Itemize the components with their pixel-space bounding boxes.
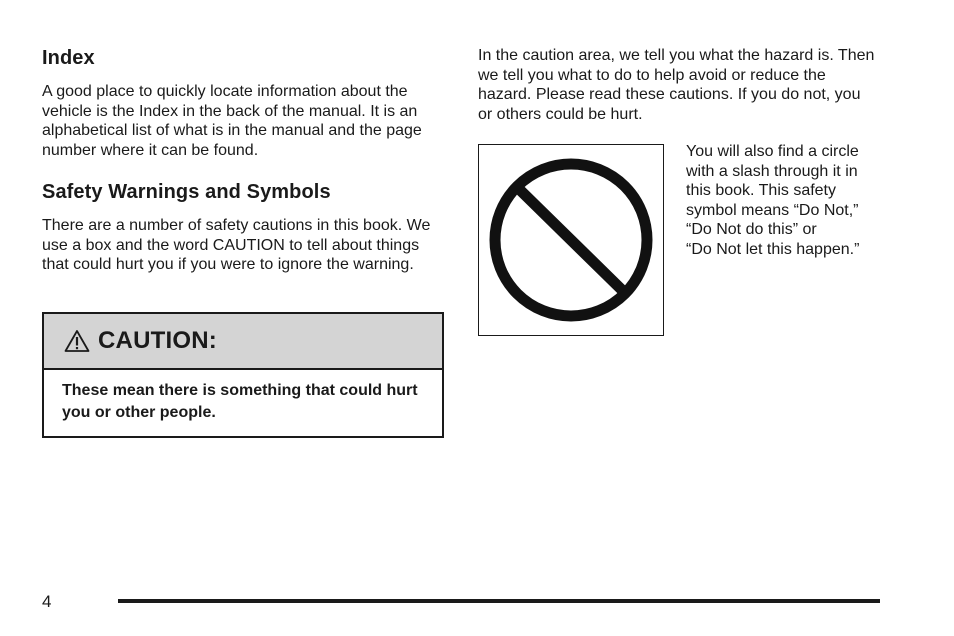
caution-area-paragraph: In the caution area, we tell you what the hazard is. Then we tell you what to do to help avoid or reduce the hazard. Please read these cautions. If you do not, you or others could be hurt.	[478, 47, 875, 123]
page-number: 4	[42, 592, 52, 611]
symbol-line: “Do Not let this happen.”	[686, 240, 860, 258]
symbol-description	[686, 142, 886, 259]
symbol-line: this book. This safety	[686, 182, 836, 199]
safety-heading: Safety Warnings and Symbols	[42, 181, 331, 203]
symbol-line: You will also find a circle	[686, 143, 859, 160]
caution-title: CAUTION:	[98, 327, 217, 354]
warning-triangle-icon	[64, 329, 90, 353]
caution-box	[42, 312, 444, 438]
right-column	[478, 46, 888, 124]
symbol-line: symbol means “Do Not,”	[686, 201, 859, 219]
index-heading: Index	[42, 47, 95, 69]
footer-rule	[118, 599, 880, 603]
do-not-icon	[479, 145, 663, 335]
safety-paragraph: There are a number of safety cautions in this book. We use a box and the word CAUTION to tell about things that could hurt you if you were to ignore the warning.	[42, 217, 431, 273]
symbol-line: “Do Not do this” or	[686, 221, 817, 238]
caution-body: These mean there is something that could hurt you or other people.	[62, 382, 418, 421]
left-column	[42, 46, 446, 275]
symbol-frame	[478, 144, 664, 336]
index-paragraph: A good place to quickly locate information about the vehicle is the Index in the back of the manual. It is an alphabetical list of what is in the manual and the page number where it can be found.	[42, 83, 422, 159]
caution-header	[44, 314, 442, 370]
symbol-line: with a slash through it in	[686, 162, 858, 180]
